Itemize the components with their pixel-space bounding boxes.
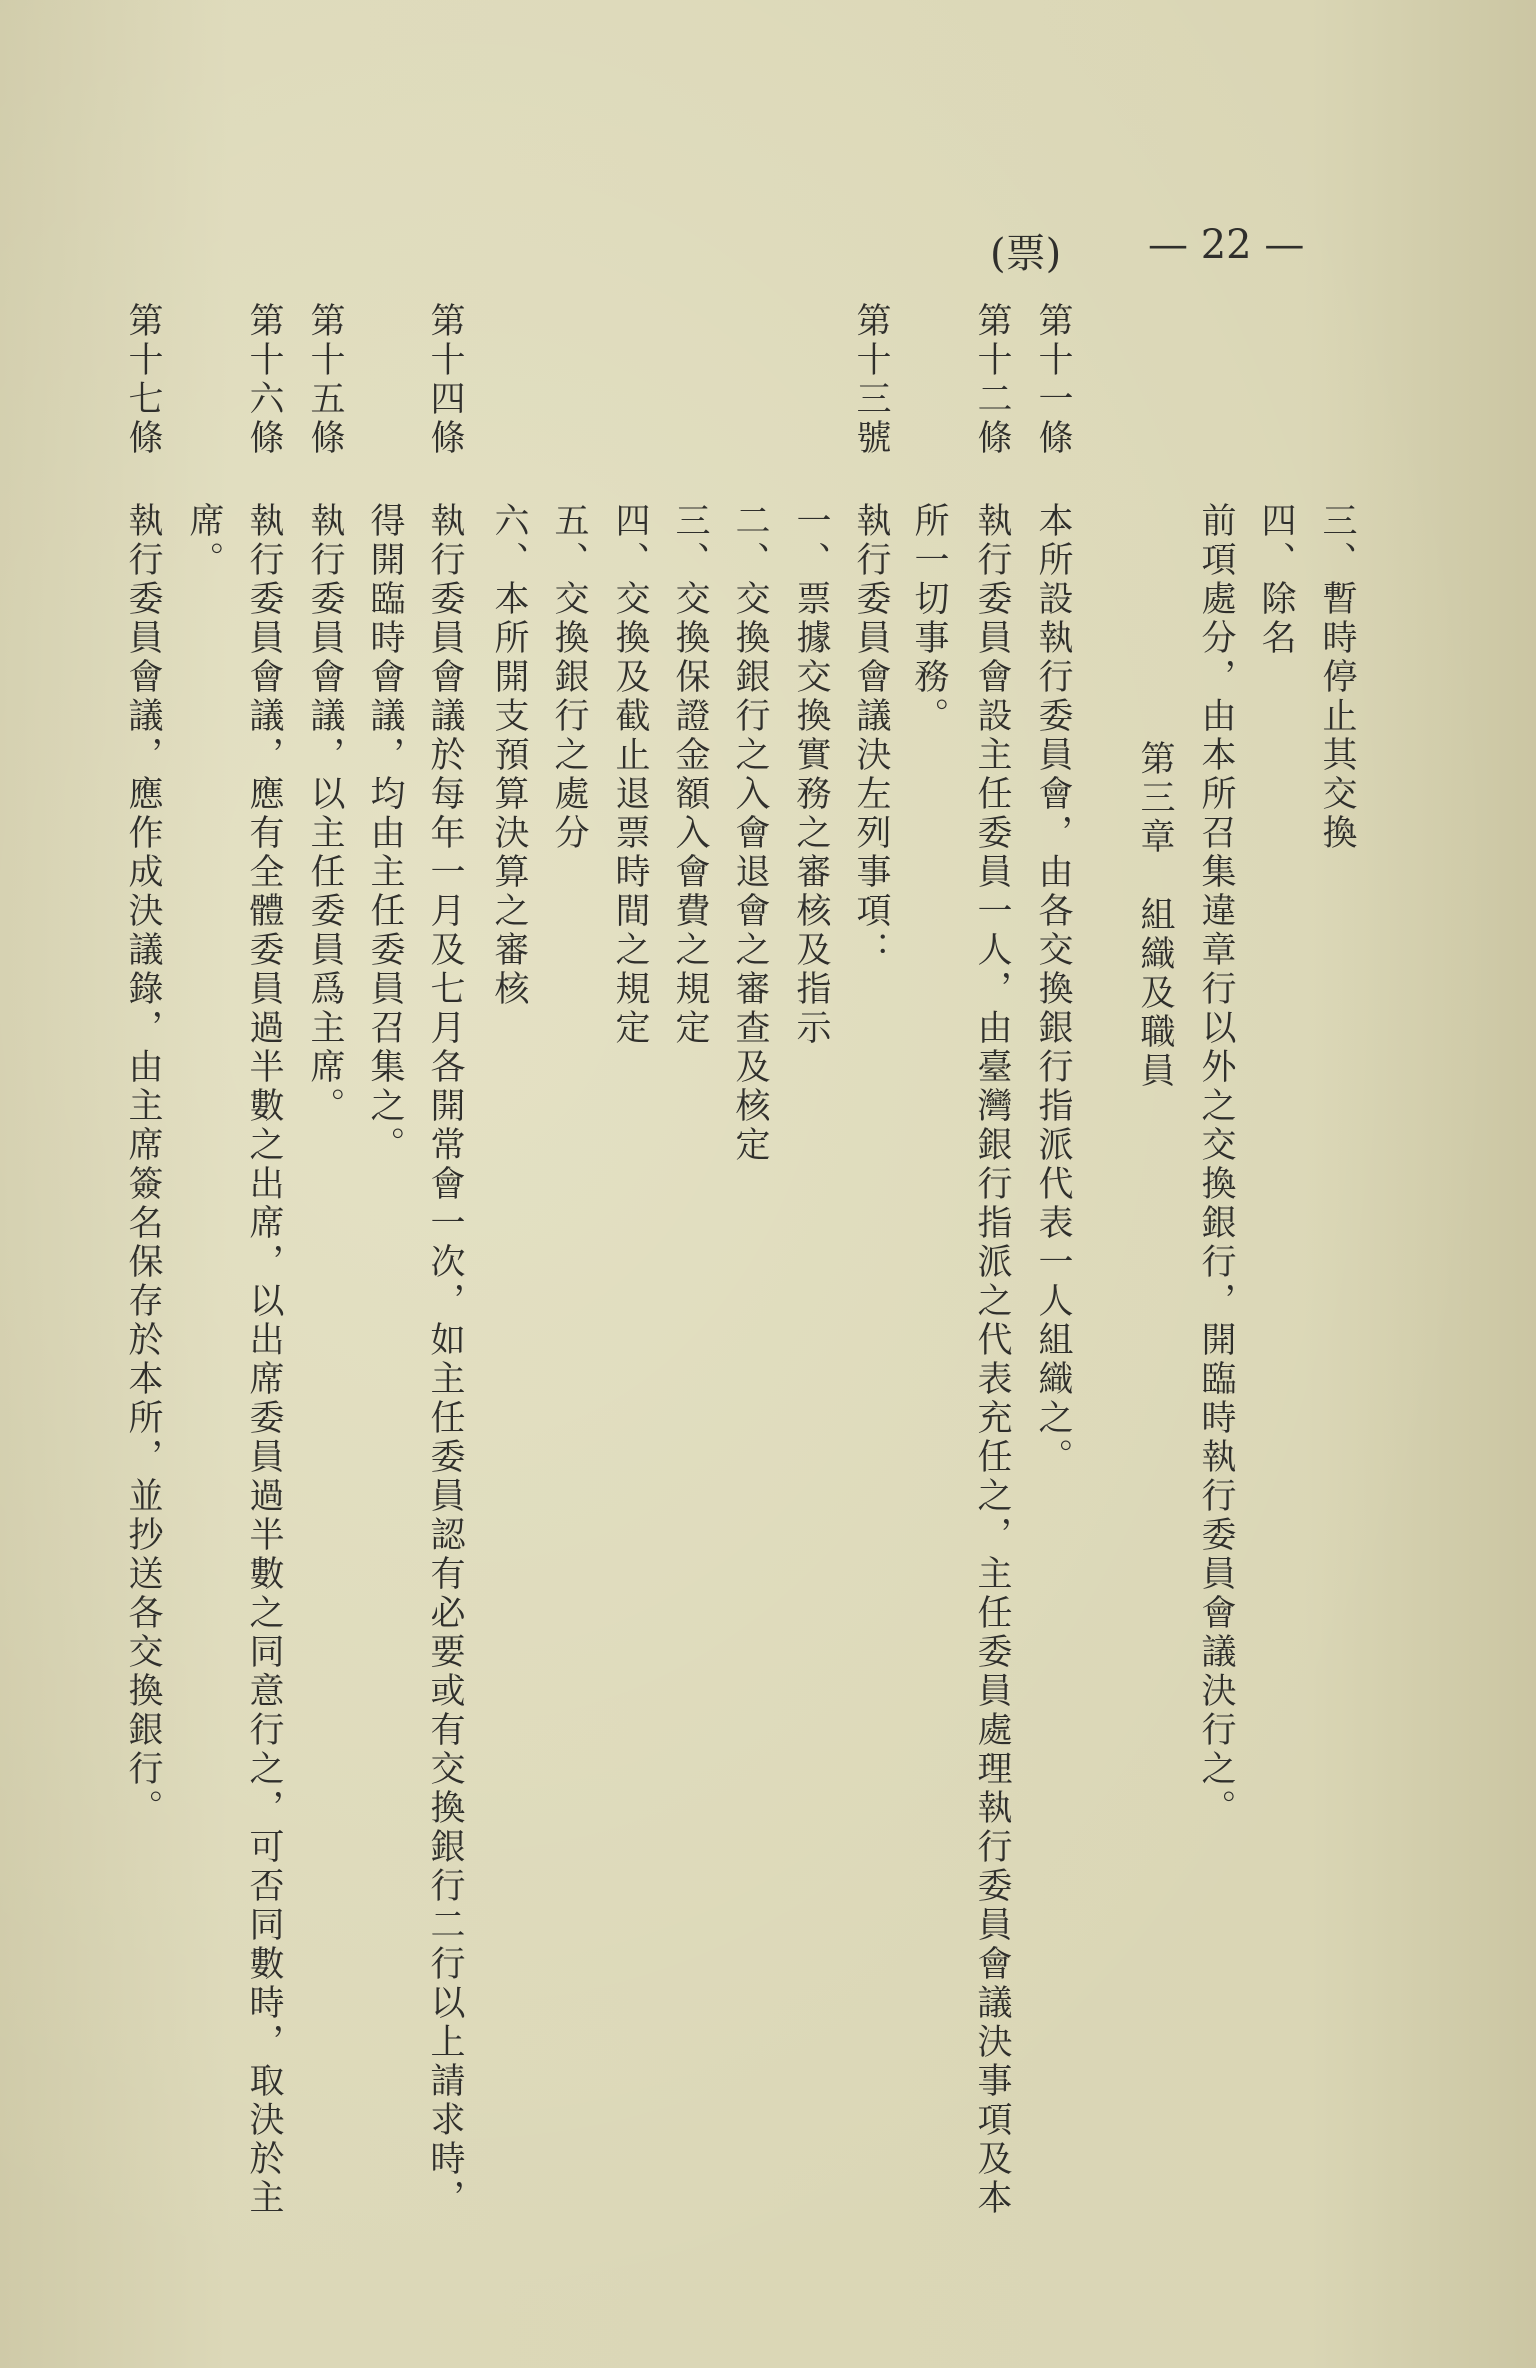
list-item: 三、交換保證金額入會費之規定 <box>670 502 710 1048</box>
article-body: 本所設執行委員會，由各交換銀行指派代表一人組織之。 <box>1033 502 1073 1477</box>
list-item: 四、交換及截止退票時間之規定 <box>610 502 650 1048</box>
article-body: 執行委員會議決左列事項： <box>851 502 891 970</box>
article-body-continued: 席。 <box>184 502 224 580</box>
section-mark: (票) <box>990 231 1062 277</box>
article-body: 執行委員會議，應作成決議錄，由主席簽名保存於本所，並抄送各交換銀行。 <box>123 502 163 1828</box>
chapter-heading: 第三章 組織及職員 <box>1135 740 1175 1091</box>
article-body: 執行委員會設主任委員一人，由臺灣銀行指派之代表充任之，主任委員處理執行委員會議決事項及本 <box>972 502 1012 2218</box>
article-heading: 第十七條 <box>123 302 163 458</box>
article-body: 執行委員會議，應有全體委員過半數之出席，以出席委員過半數之同意行之，可否同數時，取決於主 <box>244 502 284 2218</box>
list-item: 一、票據交換實務之審核及指示 <box>791 502 831 1048</box>
article-heading: 第十三號 <box>851 302 891 458</box>
article-body-continued: 所一切事務。 <box>909 502 949 736</box>
article-heading: 第十五條 <box>305 302 345 458</box>
list-item: 二、交換銀行之入會退會之審查及核定 <box>730 502 770 1165</box>
paragraph: 前項處分，由本所召集違章行以外之交換銀行，開臨時執行委員會議決行之。 <box>1196 502 1236 1828</box>
list-item: 三、暫時停止其交換 <box>1317 502 1357 853</box>
article-heading: 第十一條 <box>1033 302 1073 458</box>
list-item: 四、除名 <box>1256 502 1296 658</box>
article-body: 執行委員會議，以主任委員爲主席。 <box>305 502 345 1126</box>
list-item: 五、交換銀行之處分 <box>549 502 589 853</box>
article-body: 執行委員會議於每年一月及七月各開常會一次，如主任委員認有必要或有交換銀行二行以上請求時， <box>425 502 465 2218</box>
article-heading: 第十六條 <box>244 302 284 458</box>
page-number: — 22 — <box>1148 222 1305 268</box>
article-body-continued: 得開臨時會議，均由主任委員召集之。 <box>365 502 405 1165</box>
article-heading: 第十二條 <box>972 302 1012 458</box>
article-heading: 第十四條 <box>425 302 465 458</box>
list-item: 六、本所開支預算決算之審核 <box>489 502 529 1009</box>
